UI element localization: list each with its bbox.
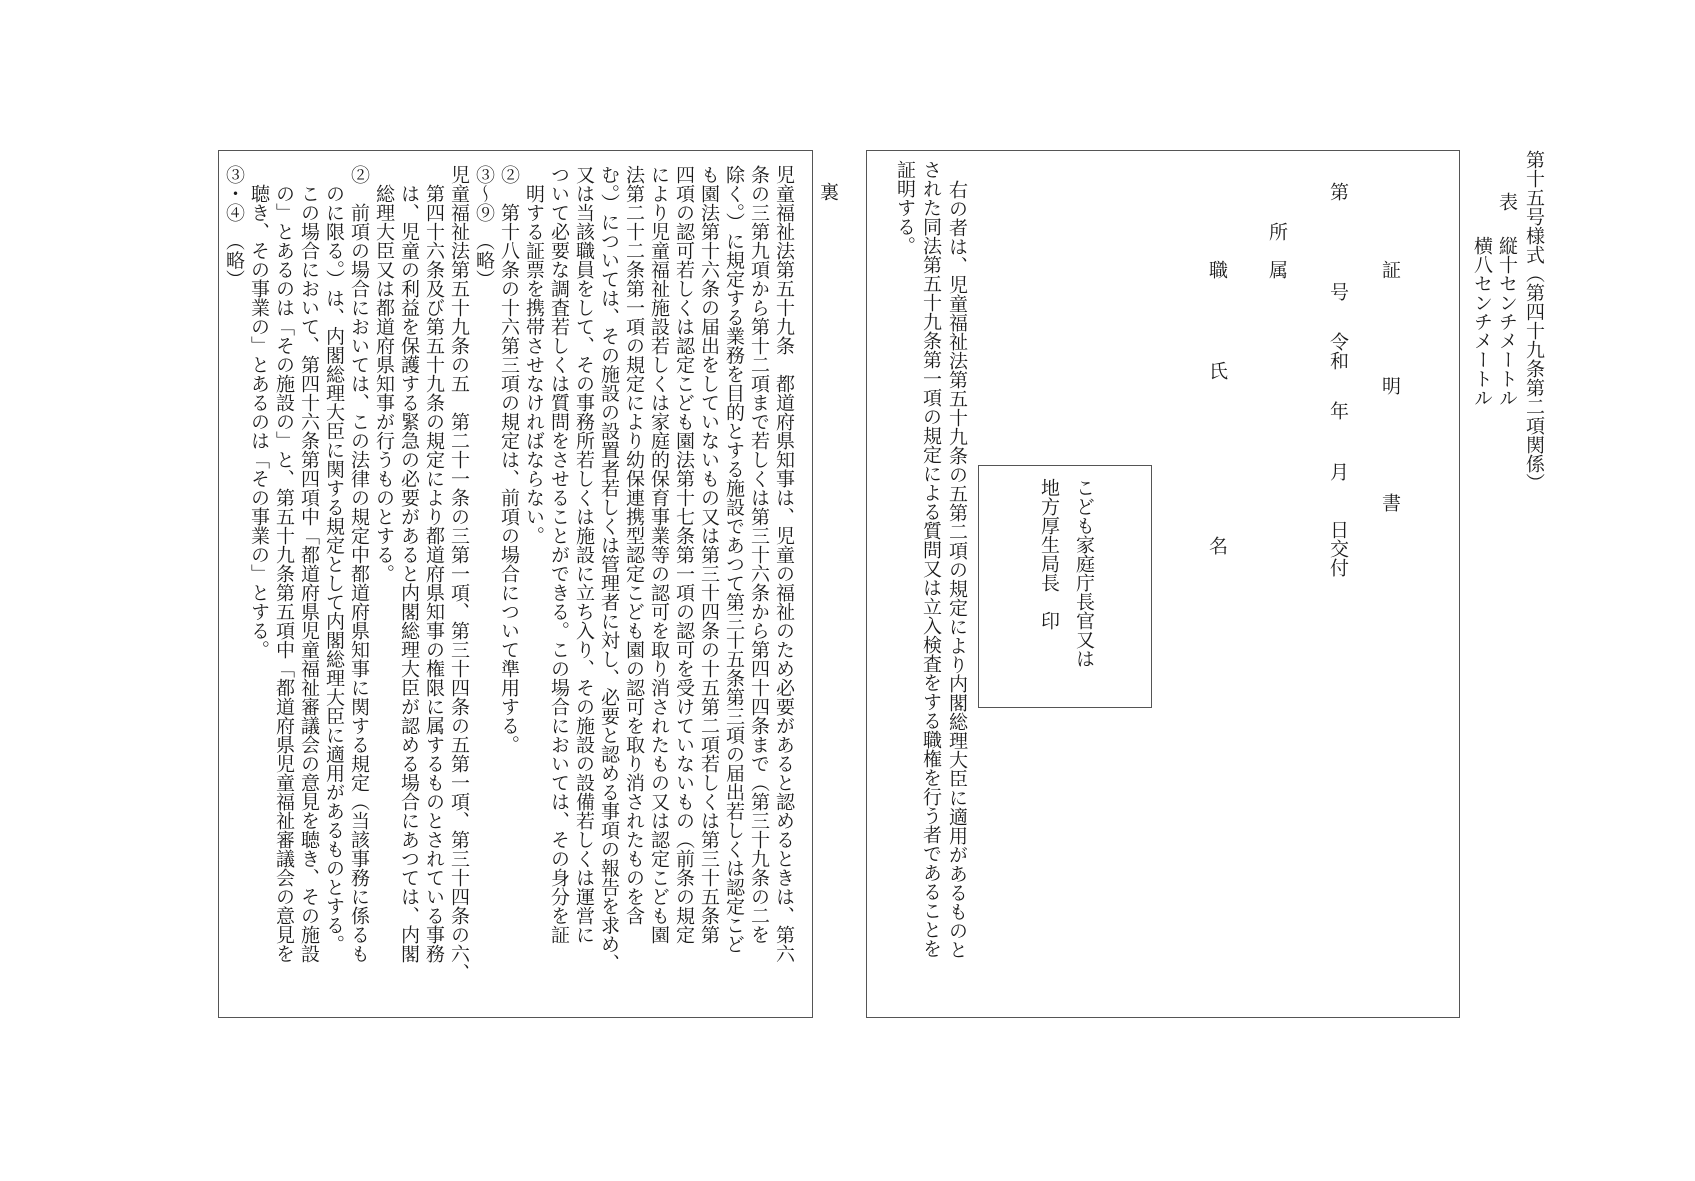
back-side-card	[218, 150, 813, 1018]
size-vertical: 縦十センチメートル	[1496, 236, 1518, 407]
back-text-line: ② 第十八条の十六第三項の規定は、前項の場合について準用する。	[498, 165, 520, 754]
back-text-line: は、児童の利益を保護する緊急の必要があると内閣総理大臣が認める場合にあつては、内閣	[398, 184, 420, 963]
back-text-line: ③～⑨ （略）	[473, 165, 495, 289]
affiliation-label: 所	[1266, 222, 1288, 241]
back-text-line: む。）については、その施設の設置者若しくは管理者に対し、必要と認める事項の報告を求め、	[598, 165, 620, 973]
name-label: 名	[1206, 536, 1228, 555]
affiliation-label: 属	[1266, 260, 1288, 279]
heading-char: 明	[1379, 376, 1401, 395]
back-text-line: 又は当該職員をして、その事務所若しくは施設に立ち入り、その施設の設備若しくは運営に	[573, 165, 595, 944]
issuer-box	[978, 465, 1152, 708]
back-text-line: も園法第十六条の届出をしていないもの又は第三十四条の十五第二項若しくは第三十五条第	[698, 165, 720, 944]
day-issued-label: 日交付	[1327, 520, 1349, 577]
back-text-line: 明する証票を携帯させなければならない。	[523, 184, 545, 545]
back-text-line: の」とあるのは「その施設の」と、第五十九条第五項中「都道府県児童福祉審議会の意見を	[273, 184, 295, 963]
era: 令和	[1327, 332, 1349, 370]
back-text-line: 児童福祉法第五十九条 都道府県知事は、児童の福祉のため必要があると認めるときは、第六	[773, 165, 795, 963]
back-label: 裏	[817, 182, 839, 201]
heading-char: 証	[1379, 260, 1401, 279]
certification-text: 証明する。	[894, 160, 916, 255]
back-text-line: のに限る。）は、内閣総理大臣に関する規定として内閣総理大臣に適用があるものとする。	[323, 184, 345, 954]
form-title: 第十五号様式（第四十九条第二項関係）	[1523, 150, 1545, 492]
heading-char: 書	[1379, 493, 1401, 512]
number-prefix: 第	[1327, 182, 1349, 201]
issuer-line-1: こども家庭庁長官又は	[1073, 478, 1095, 668]
back-text-line: ついて必要な調査若しくは質問をさせることができる。この場合においては、その身分を証	[548, 165, 570, 944]
name-label: 氏	[1206, 361, 1228, 380]
back-text-line: 条の三第九項から第十二項まで若しくは第三十六条から第四十四条まで（第三十九条の二を	[748, 165, 770, 944]
position-label: 職	[1206, 260, 1228, 279]
number-suffix: 号	[1327, 282, 1349, 301]
back-side-text	[221, 165, 796, 1005]
certification-text: 右の者は、児童福祉法第五十九条の五第二項の規定により内閣総理大臣に適用があるものと	[946, 180, 968, 959]
back-text-line: 第四十六条及び第五十九条の規定により都道府県知事の権限に属するものとされている事務	[423, 184, 445, 963]
certification-text: された同法第五十九条第一項の規定による質問又は立入検査をする職権を行う者であることを	[920, 160, 942, 958]
back-text-line: 総理大臣又は都道府県知事が行うものとする。	[373, 184, 395, 583]
back-text-line: ③・④ （略）	[223, 165, 245, 289]
size-horizontal: 横八センチメートル	[1471, 236, 1493, 407]
back-text-line: 四項の認可若しくは認定こども園法第十七条第一項の認可を受けていないもの（前条の規定	[673, 165, 695, 944]
back-text-line: 法第二十二条第一項の規定により幼保連携型認定こども園の認可を取り消されたものを含	[623, 165, 645, 925]
year-label: 年	[1327, 401, 1349, 420]
front-label: 表	[1496, 192, 1518, 211]
back-text-line: ② 前項の場合においては、この法律の規定中都道府県知事に関する規定（当該事務に係るも	[348, 165, 370, 963]
month-label: 月	[1327, 462, 1349, 481]
back-text-line: この場合において、第四十六条第四項中「都道府県児童福祉審議会の意見を聴き、その施設	[298, 184, 320, 963]
back-text-line: 児童福祉法第五十九条の五 第二十一条の三第一項、第三十四条の五第一項、第三十四条の六、	[448, 165, 470, 982]
back-text-line: 除く。）に規定する業務を目的とする施設であつて第三十五条第三項の届出若しくは認定こど	[723, 165, 745, 954]
issuer-line-2: 地方厚生局長 印	[1038, 478, 1060, 630]
back-text-line: により児童福祉施設若しくは家庭的保育事業等の認可を取り消されたもの又は認定こども園	[648, 165, 670, 944]
back-text-line: 聴き、その事業の」とあるのは「その事業の」とする。	[248, 184, 270, 659]
